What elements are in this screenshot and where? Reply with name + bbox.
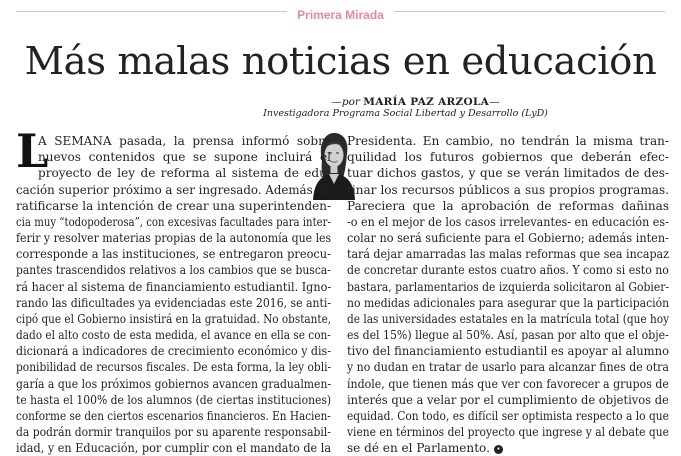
- text-line: ratificarse la intención de crear una superintenden-: [16, 198, 332, 213]
- text-line: -o en el mejor de los casos irrelevantes- en educación es-: [347, 214, 669, 229]
- text-line: nuevos contenidos que se supone incluirá el: [38, 150, 331, 165]
- text-line: cia muy “todopoderosa”, con excesivas facultades para inter-: [16, 214, 331, 229]
- text-line: bastara, parlamentarios de izquierda solicitaron al Gobier-: [347, 279, 670, 294]
- byline-suffix: —: [489, 96, 500, 108]
- author-name: MARÍA PAZ ARZOLA: [363, 96, 490, 108]
- text-line: garía a que los próximos gobiernos avancen gradualmen-: [16, 376, 332, 391]
- drop-cap: L: [16, 124, 49, 178]
- author-affiliation: Investigadora Programa Social Libertad y Desarrollo (LyD): [263, 108, 548, 119]
- text-line: equidad. Con todo, es difícil ser optimista respecto a lo que: [347, 408, 669, 423]
- twitter-signature: [490, 441, 503, 455]
- text-line: rá hacer al sistema de financiamiento estudiantil. Igno-: [16, 279, 332, 294]
- text-line: de concretar durante estos cuatro años. Y como si esto no: [347, 263, 669, 278]
- text-line: y no dudan en tratar de usarlo para alcanzar fines de otra: [347, 360, 669, 375]
- text-line: tará dejar amarradas las malas reformas que sea incapaz: [347, 247, 669, 262]
- text-line: dado el alto costo de esta medida, el avance en ella se con-: [16, 328, 331, 343]
- article-column-left: [16, 124, 332, 456]
- text-line: conforme se den ciertos escenarios financieros. En Hacien-: [16, 408, 331, 423]
- text-line: quilidad los futuros gobiernos que deberán efec-: [347, 150, 669, 165]
- text-line: se dé en el Parlamento. •: [347, 440, 669, 456]
- text-line: índole, que tienen más que ver con favorecer a grupos de: [347, 376, 669, 391]
- text-line: cación superior próximo a ser ingresado. Además de: [16, 182, 331, 197]
- text-line: ponibilidad de recursos fiscales. De esta forma, la ley obli-: [16, 360, 332, 375]
- text-line: viene en términos del proyecto que ingrese y al debate que: [347, 425, 669, 440]
- text-line: tinar los recursos públicos a sus propios programas.: [347, 182, 669, 197]
- text-line: de las universidades estatales en la matrícula total (que hoy: [347, 311, 670, 326]
- text-line: tivo del financiamiento estudiantil es apoyar al alumno: [347, 344, 670, 359]
- text-line: corresponde a las instituciones, se entregaron preocu-: [16, 247, 331, 262]
- text-line: te hasta el 100% de los alumnos (de ciertas instituciones): [16, 392, 332, 407]
- text-line: pantes trascendidos relativos a los cambios que se busca-: [16, 263, 331, 278]
- twitter-icon: •: [494, 445, 503, 454]
- text-line: Pareciera que la aprobación de reformas dañinas: [347, 198, 670, 213]
- text-line: colar no será suficiente para el Gobierno; además inten-: [347, 231, 669, 246]
- headline: Más malas noticias en educación: [24, 39, 657, 84]
- byline-prefix: —por: [331, 96, 364, 108]
- article-column-right: [347, 133, 669, 456]
- text-line: A SEMANA pasada, la prensa informó sobre: [38, 134, 331, 148]
- text-line: no medidas adicionales para asegurar que la participación: [347, 295, 670, 310]
- text-line: interés que a velar por el cumplimiento de objetivos de: [347, 392, 669, 407]
- text-line: rando las dificultades ya evidenciadas este 2016, se anti-: [16, 295, 332, 310]
- text-line: proyecto de ley de reforma al sistema de edu-: [38, 166, 331, 181]
- section-label: Primera Mirada: [287, 8, 394, 22]
- text-line: tuar dichos gastos, y que se verán limitados de des-: [347, 166, 669, 181]
- text-line: dicionará a indicadores de crecimiento económico y dis-: [16, 344, 331, 359]
- text-line: ferir y resolver materias propias de la autonomía que les: [16, 231, 332, 246]
- text-line: es del 15%) llegue al 50%. Así, pasan por alto que el obje-: [347, 328, 669, 343]
- text-line: cipó que el Gobierno insistirá en la gratuidad. No obstante,: [16, 311, 332, 326]
- text-line: da podrán dormir tranquilos por su aparente responsabil-: [16, 425, 331, 440]
- text-line: Presidenta. En cambio, no tendrán la misma tran-: [347, 134, 669, 148]
- text-line: idad, y en Educación, por cumplir con el mandato de la: [16, 441, 332, 456]
- section-header: [0, 4, 681, 23]
